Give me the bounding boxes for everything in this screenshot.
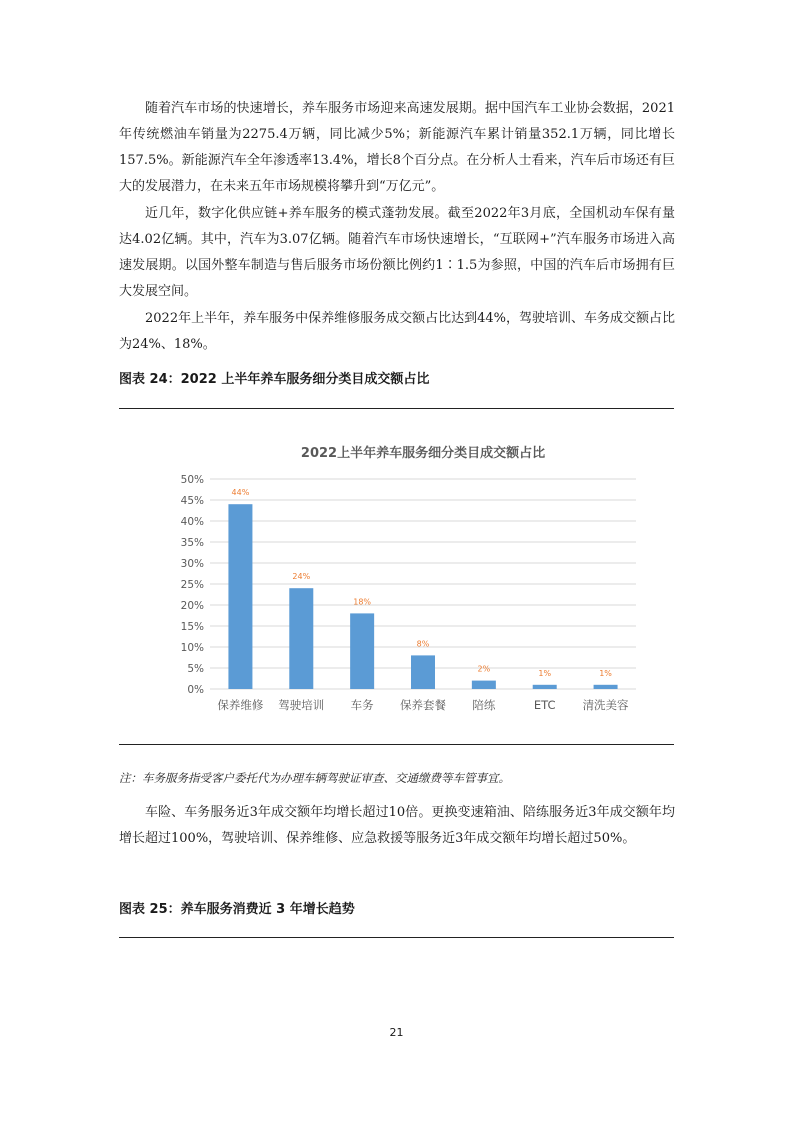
y-tick-label: 50% [180, 474, 204, 486]
paragraph-digital-supply-chain: 近几年，数字化供应链+养车服务的模式蓬勃发展。截至2022年3月底，全国机动车保有量达4.02亿辆。其中，汽车为3.07亿辆。随着汽车市场快速增长，“互联网+”汽车服务市场进入高速发展期。以国外整车制造与售后服务市场份额比例约1∶1.5为参照，中国的汽车后市场拥有巨大发展空间。 [119, 206, 675, 299]
figure-25-title: 图表 25：养车服务消费近 3 年增长趋势 [119, 902, 355, 917]
data-label: 1% [599, 668, 612, 678]
y-tick-label: 45% [180, 495, 204, 507]
y-tick-label: 5% [187, 663, 204, 675]
x-tick-label: 驾驶培训 [278, 698, 325, 712]
x-tick-label: 保养套餐 [400, 698, 446, 712]
figure-25-rule [119, 937, 674, 938]
x-tick-label: 清洗美容 [582, 698, 629, 712]
y-tick-label: 15% [180, 621, 204, 633]
bar [350, 613, 374, 689]
data-label: 2% [477, 664, 491, 674]
y-tick-label: 35% [180, 537, 204, 549]
x-tick-label: 陪练 [472, 698, 496, 712]
y-tick-label: 20% [180, 600, 204, 612]
chart-title: 2022上半年养车服务细分类目成交额占比 [300, 446, 546, 461]
y-tick-label: 10% [180, 642, 204, 654]
y-tick-label: 0% [187, 684, 204, 696]
figure-24-title: 图表 24：2022 上半年养车服务细分类目成交额占比 [119, 372, 430, 387]
data-label: 8% [416, 639, 430, 649]
y-tick-label: 25% [180, 579, 204, 591]
bar [472, 681, 496, 689]
page-number: 21 [389, 1026, 404, 1039]
x-tick-label: 保养维修 [217, 698, 264, 712]
figure-note: 注：车务服务指受客户委托代为办理车辆驾驶证审查、交通缴费等车管事宜。 [119, 771, 510, 785]
data-label: 44% [231, 488, 250, 498]
data-label: 24% [292, 572, 311, 582]
paragraph-market-growth: 随着汽车市场的快速增长，养车服务市场迎来高速发展期。据中国汽车工业协会数据，2021年传统燃油车销量为2275.4万辆，同比减少5%；新能源汽车累计销量352.1万辆，同比增长157.5%。新能源汽车全年渗透率13.4%，增长8个百分点。在分析人士看来，汽车后市场还有巨大的发展潜力，在未来五年市场规模将攀升到“万亿元”。 [119, 101, 675, 194]
figure-bottom-rule [119, 744, 674, 745]
paragraph-growth-rates: 车险、车务服务近3年成交额年均增长超过10倍。更换变速箱油、陪练服务近3年成交额年均增长超过100%，驾驶培训、保养维修、应急救援等服务近3年成交额年均增长超过50%。 [119, 805, 675, 846]
data-label: 18% [353, 597, 372, 607]
x-tick-label: ETC [533, 698, 556, 712]
paragraph-h1-2022-share: 2022年上半年，养车服务中保养维修服务成交额占比达到44%，驾驶培训、车务成交额占比为24%、18%。 [119, 311, 675, 352]
data-label: 1% [538, 668, 552, 678]
figure-top-rule [119, 408, 674, 409]
bar [411, 655, 435, 689]
bar [533, 685, 557, 689]
bar [289, 588, 313, 689]
y-tick-label: 30% [180, 558, 204, 570]
bar [594, 685, 618, 689]
x-tick-label: 车务 [350, 698, 374, 712]
bar-chart [160, 425, 640, 725]
y-tick-label: 40% [180, 516, 204, 528]
bar [228, 504, 252, 689]
